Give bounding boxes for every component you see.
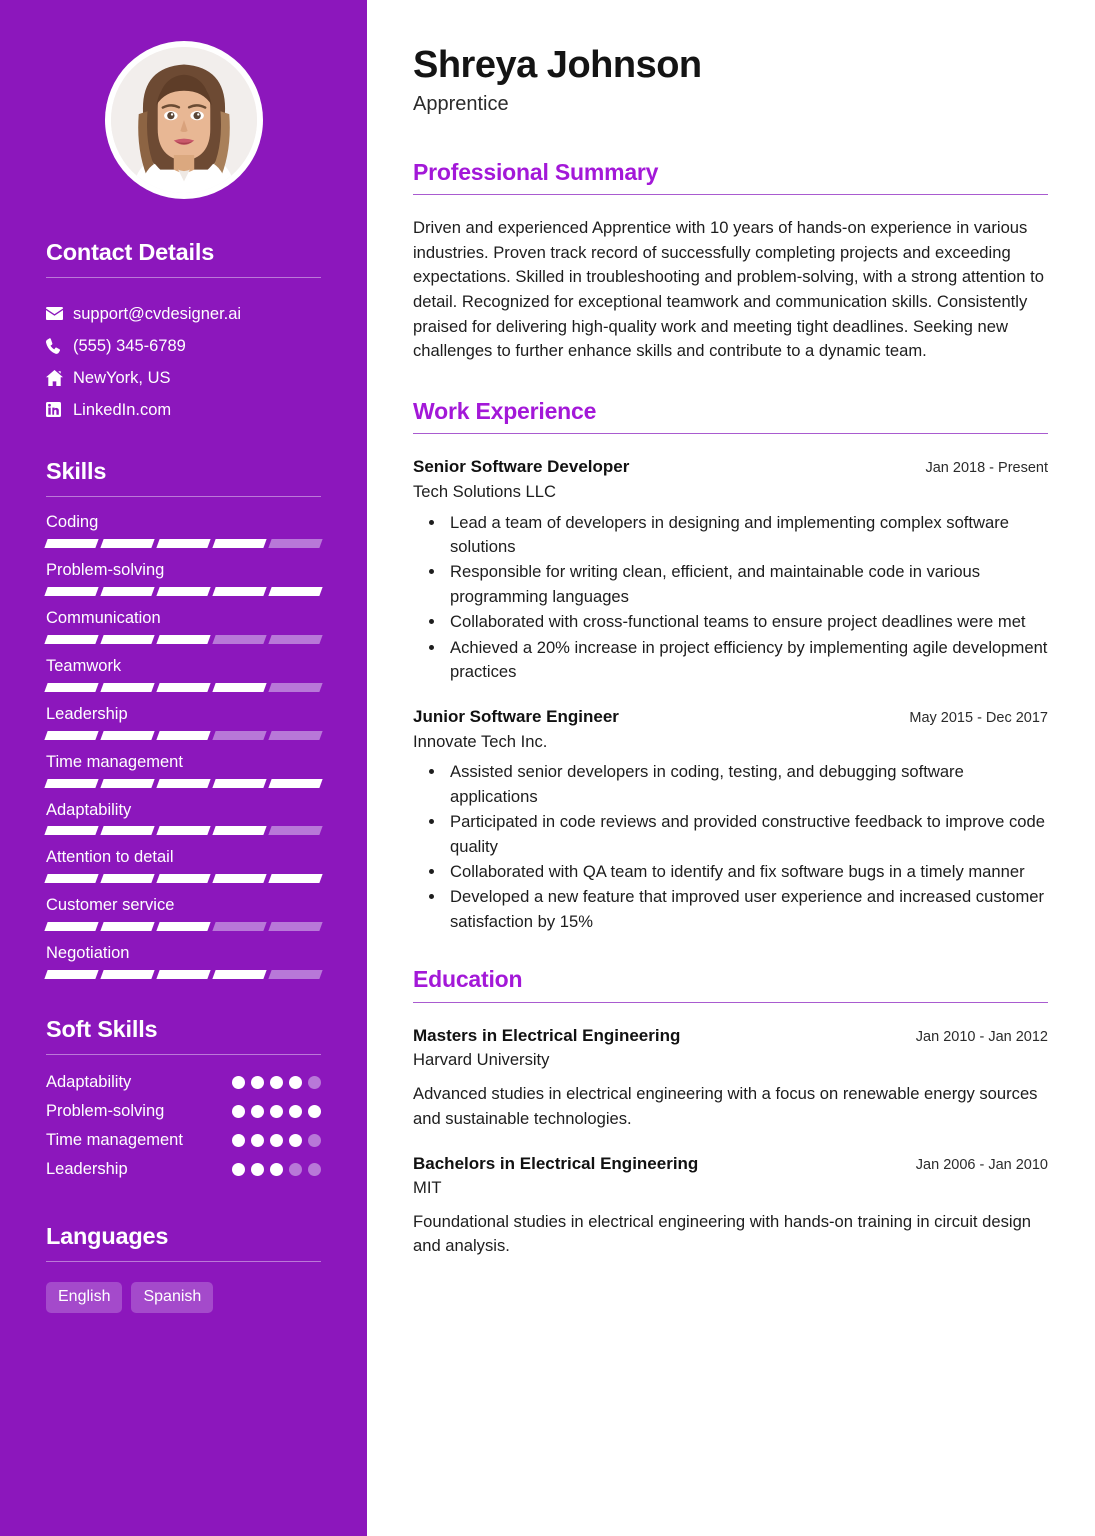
rating-dot bbox=[289, 1163, 302, 1176]
skill-bar-segment bbox=[212, 587, 266, 596]
education-heading: Education bbox=[413, 966, 523, 993]
soft-skill-label: Problem-solving bbox=[46, 1102, 165, 1121]
soft-skill-rating bbox=[232, 1072, 321, 1089]
skill-bar-segment bbox=[44, 779, 98, 788]
contact-section bbox=[46, 240, 321, 426]
contact-divider bbox=[46, 277, 321, 278]
education-entry-list bbox=[413, 1026, 1048, 1259]
contact-item-location[interactable] bbox=[46, 362, 321, 394]
work-experience-section bbox=[413, 398, 1048, 935]
work-bullet: • Assisted senior developers in coding, testing, and debugging software applications bbox=[446, 760, 1048, 809]
home-icon bbox=[46, 370, 73, 386]
soft-skills-list bbox=[46, 1072, 321, 1181]
skill-level-bar bbox=[46, 731, 321, 740]
work-bullet: • Lead a team of developers in designing and implementing complex software solutions bbox=[446, 511, 1048, 560]
skill-bar-segment bbox=[44, 731, 98, 740]
education-description: Advanced studies in electrical engineering with a focus on renewable energy sources and sustainable technologies. bbox=[413, 1084, 1038, 1128]
skill-bar-segment bbox=[212, 826, 266, 835]
skill-label: Time management bbox=[46, 752, 183, 771]
rating-dot bbox=[270, 1134, 283, 1147]
skill-level-bar bbox=[46, 635, 321, 644]
skill-bar-segment bbox=[100, 970, 154, 979]
languages-heading: Languages bbox=[46, 1223, 169, 1250]
languages-divider bbox=[46, 1261, 321, 1262]
skill-bar-segment bbox=[212, 922, 266, 931]
skill-bar-segment bbox=[100, 587, 154, 596]
work-bullet: • Achieved a 20% increase in project efficiency by implementing agile development practices bbox=[446, 636, 1048, 685]
education-entry-header bbox=[413, 1026, 1048, 1046]
soft-skill-rating bbox=[232, 1101, 321, 1118]
skills-section bbox=[46, 459, 321, 980]
skill-bar-segment bbox=[100, 731, 154, 740]
work-company: Tech Solutions LLC bbox=[413, 481, 556, 501]
skills-divider bbox=[46, 496, 321, 497]
rating-dot bbox=[270, 1076, 283, 1089]
skill-level-bar bbox=[46, 970, 321, 979]
rating-dot bbox=[308, 1105, 321, 1118]
professional-summary-section bbox=[413, 159, 1048, 364]
skill-bar-segment bbox=[212, 683, 266, 692]
soft-skill-rating bbox=[232, 1159, 321, 1176]
work-company: Innovate Tech Inc. bbox=[413, 731, 548, 751]
work-bullet: • Collaborated with cross-functional teams to ensure project deadlines were met bbox=[446, 610, 1048, 634]
skills-heading: Skills bbox=[46, 457, 107, 484]
contact-item-phone[interactable] bbox=[46, 330, 321, 362]
rating-dot bbox=[251, 1105, 264, 1118]
skill-label: Teamwork bbox=[46, 656, 122, 675]
skill-level-bar bbox=[46, 922, 321, 931]
rating-dot bbox=[308, 1076, 321, 1089]
skill-bar-segment bbox=[100, 922, 154, 931]
education-section bbox=[413, 966, 1048, 1259]
envelope-icon bbox=[46, 307, 73, 320]
soft-skill-row bbox=[46, 1159, 321, 1181]
skill-bar-segment bbox=[44, 970, 98, 979]
phone-icon bbox=[46, 338, 73, 354]
work-bullet: • Participated in code reviews and provided constructive feedback to improve code quality bbox=[446, 810, 1048, 859]
soft-skill-row bbox=[46, 1130, 321, 1152]
skill-bar-segment bbox=[156, 731, 210, 740]
languages-section bbox=[46, 1224, 321, 1312]
work-bullet: • Collaborated with QA team to identify and fix software bugs in a timely manner bbox=[446, 860, 1048, 884]
skill-item bbox=[46, 896, 321, 931]
skill-bar-segment bbox=[156, 539, 210, 548]
skill-label: Leadership bbox=[46, 704, 128, 723]
work-entry-header bbox=[413, 707, 1048, 727]
skill-bar-segment bbox=[212, 970, 266, 979]
skill-bar-segment bbox=[212, 731, 266, 740]
skill-bar-segment bbox=[212, 635, 266, 644]
skill-bar-segment bbox=[156, 970, 210, 979]
education-description: Foundational studies in electrical engineering with hands-on training in circuit design and analysis. bbox=[413, 1212, 1032, 1256]
work-bullet: • Developed a new feature that improved user experience and increased customer satisfaction by 15% bbox=[446, 885, 1048, 934]
skill-bar-segment bbox=[268, 731, 322, 740]
skill-item bbox=[46, 705, 321, 740]
work-date-range: Jan 2018 - Present bbox=[925, 460, 1048, 477]
skill-bar-segment bbox=[100, 779, 154, 788]
education-date-range: Jan 2006 - Jan 2010 bbox=[915, 1156, 1048, 1173]
work-divider bbox=[413, 433, 1048, 434]
soft-skills-section bbox=[46, 1017, 321, 1181]
linkedin-icon bbox=[46, 402, 73, 417]
skill-bar-segment bbox=[268, 826, 322, 835]
soft-skill-label: Leadership bbox=[46, 1160, 128, 1179]
rating-dot bbox=[308, 1163, 321, 1176]
rating-dot bbox=[270, 1163, 283, 1176]
rating-dot bbox=[251, 1076, 264, 1089]
soft-skills-heading: Soft Skills bbox=[46, 1016, 158, 1043]
education-school: Harvard University bbox=[413, 1050, 550, 1070]
contact-item-email[interactable] bbox=[46, 298, 321, 330]
skill-label: Attention to detail bbox=[46, 848, 174, 867]
skill-item bbox=[46, 609, 321, 644]
skill-bar-segment bbox=[156, 635, 210, 644]
skill-bar-segment bbox=[100, 874, 154, 883]
work-date-range: May 2015 - Dec 2017 bbox=[909, 710, 1048, 727]
skill-bar-segment bbox=[268, 922, 322, 931]
soft-skill-row bbox=[46, 1072, 321, 1094]
summary-body: Driven and experienced Apprentice with 10 years of hands-on experience in various industries. Proven track record of successfully completing projects and exceeding expectations. Skilled in troubleshooting and problem-solving, with a strong attention to detail. Recognized for exceptional teamwork and communication skills. Consistently praised for delivering high-quality work and meeting tight deadlines. Seeking new challenges to further enhance skills and contribute to a dynamic team. bbox=[413, 218, 1044, 361]
contact-list bbox=[46, 298, 321, 426]
soft-skill-label: Time management bbox=[46, 1131, 183, 1150]
soft-skills-divider bbox=[46, 1054, 321, 1055]
skill-bar-segment bbox=[268, 635, 322, 644]
skill-bar-segment bbox=[44, 539, 98, 548]
skill-bar-segment bbox=[44, 683, 98, 692]
skill-label: Coding bbox=[46, 512, 99, 531]
skill-level-bar bbox=[46, 874, 321, 883]
work-heading: Work Experience bbox=[413, 397, 597, 424]
skill-item bbox=[46, 561, 321, 596]
skill-level-bar bbox=[46, 826, 321, 835]
rating-dot bbox=[289, 1105, 302, 1118]
work-entry-list bbox=[413, 457, 1048, 934]
education-entry bbox=[413, 1154, 1048, 1259]
skill-item bbox=[46, 753, 321, 788]
skill-bar-segment bbox=[268, 874, 322, 883]
language-tag-list bbox=[46, 1282, 321, 1313]
skill-level-bar bbox=[46, 683, 321, 692]
skill-item bbox=[46, 513, 321, 548]
avatar-ring bbox=[105, 41, 263, 199]
skill-bar-segment bbox=[156, 874, 210, 883]
contact-phone-value: (555) 345-6789 bbox=[73, 336, 186, 355]
skill-bar-segment bbox=[212, 874, 266, 883]
skill-item bbox=[46, 657, 321, 692]
skill-bar-segment bbox=[156, 922, 210, 931]
summary-divider bbox=[413, 194, 1048, 195]
work-bullet: • Responsible for writing clean, efficient, and maintainable code in various programming languages bbox=[446, 560, 1048, 609]
skill-item bbox=[46, 848, 321, 883]
skill-bar-segment bbox=[44, 635, 98, 644]
skill-bar-segment bbox=[268, 683, 322, 692]
skill-bar-segment bbox=[268, 970, 322, 979]
work-bullet-list bbox=[413, 511, 1048, 685]
avatar-photo bbox=[111, 47, 257, 193]
skill-label: Adaptability bbox=[46, 800, 132, 819]
education-degree: Bachelors in Electrical Engineering bbox=[413, 1153, 699, 1173]
skill-label: Problem-solving bbox=[46, 560, 165, 579]
education-date-range: Jan 2010 - Jan 2012 bbox=[915, 1029, 1048, 1046]
skill-bar-segment bbox=[268, 587, 322, 596]
skill-level-bar bbox=[46, 587, 321, 596]
education-entry bbox=[413, 1026, 1048, 1131]
education-degree: Masters in Electrical Engineering bbox=[413, 1026, 681, 1046]
skill-bar-segment bbox=[212, 539, 266, 548]
skill-bar-segment bbox=[44, 922, 98, 931]
skill-bar-segment bbox=[268, 779, 322, 788]
rating-dot bbox=[232, 1134, 245, 1147]
rating-dot bbox=[232, 1163, 245, 1176]
education-school: MIT bbox=[413, 1178, 442, 1198]
rating-dot bbox=[289, 1076, 302, 1089]
contact-heading: Contact Details bbox=[46, 239, 215, 265]
skill-bar-segment bbox=[156, 779, 210, 788]
rating-dot bbox=[289, 1134, 302, 1147]
summary-heading: Professional Summary bbox=[413, 158, 659, 185]
work-job-title: Junior Software Engineer bbox=[413, 707, 619, 727]
skill-bar-segment bbox=[44, 874, 98, 883]
rating-dot bbox=[232, 1105, 245, 1118]
skill-bar-segment bbox=[212, 779, 266, 788]
skill-bar-segment bbox=[100, 683, 154, 692]
soft-skill-label: Adaptability bbox=[46, 1073, 132, 1092]
skill-label: Negotiation bbox=[46, 944, 130, 963]
rating-dot bbox=[308, 1134, 321, 1147]
skill-bar-segment bbox=[156, 826, 210, 835]
language-tag: Spanish bbox=[131, 1282, 213, 1313]
contact-item-linkedin[interactable] bbox=[46, 394, 321, 426]
contact-location-value: NewYork, US bbox=[73, 368, 171, 387]
page-title: Shreya Johnson bbox=[413, 44, 702, 86]
sidebar bbox=[0, 0, 367, 1536]
skill-item bbox=[46, 801, 321, 836]
skill-bar-segment bbox=[44, 826, 98, 835]
skill-bar-segment bbox=[44, 587, 98, 596]
work-entry bbox=[413, 707, 1048, 934]
work-entry-header bbox=[413, 457, 1048, 477]
work-bullet-list bbox=[413, 760, 1048, 934]
skill-bar-segment bbox=[156, 587, 210, 596]
skills-list bbox=[46, 513, 321, 980]
skill-bar-segment bbox=[100, 826, 154, 835]
soft-skill-row bbox=[46, 1101, 321, 1123]
work-entry bbox=[413, 457, 1048, 684]
contact-linkedin-value: LinkedIn.com bbox=[73, 400, 172, 419]
education-divider bbox=[413, 1002, 1048, 1003]
skill-level-bar bbox=[46, 539, 321, 548]
skill-label: Customer service bbox=[46, 896, 175, 915]
rating-dot bbox=[270, 1105, 283, 1118]
skill-bar-segment bbox=[100, 635, 154, 644]
work-job-title: Senior Software Developer bbox=[413, 457, 630, 477]
main-column bbox=[367, 0, 1095, 1536]
skill-item bbox=[46, 944, 321, 979]
soft-skill-rating bbox=[232, 1130, 321, 1147]
rating-dot bbox=[251, 1163, 264, 1176]
avatar bbox=[46, 41, 321, 199]
skill-bar-segment bbox=[268, 539, 322, 548]
skill-level-bar bbox=[46, 779, 321, 788]
skill-bar-segment bbox=[156, 683, 210, 692]
job-role: Apprentice bbox=[413, 92, 509, 115]
skill-label: Communication bbox=[46, 608, 161, 627]
rating-dot bbox=[232, 1076, 245, 1089]
education-entry-header bbox=[413, 1154, 1048, 1174]
contact-email-value: support@cvdesigner.ai bbox=[73, 304, 242, 323]
skill-bar-segment bbox=[100, 539, 154, 548]
language-tag: English bbox=[46, 1282, 122, 1313]
rating-dot bbox=[251, 1134, 264, 1147]
